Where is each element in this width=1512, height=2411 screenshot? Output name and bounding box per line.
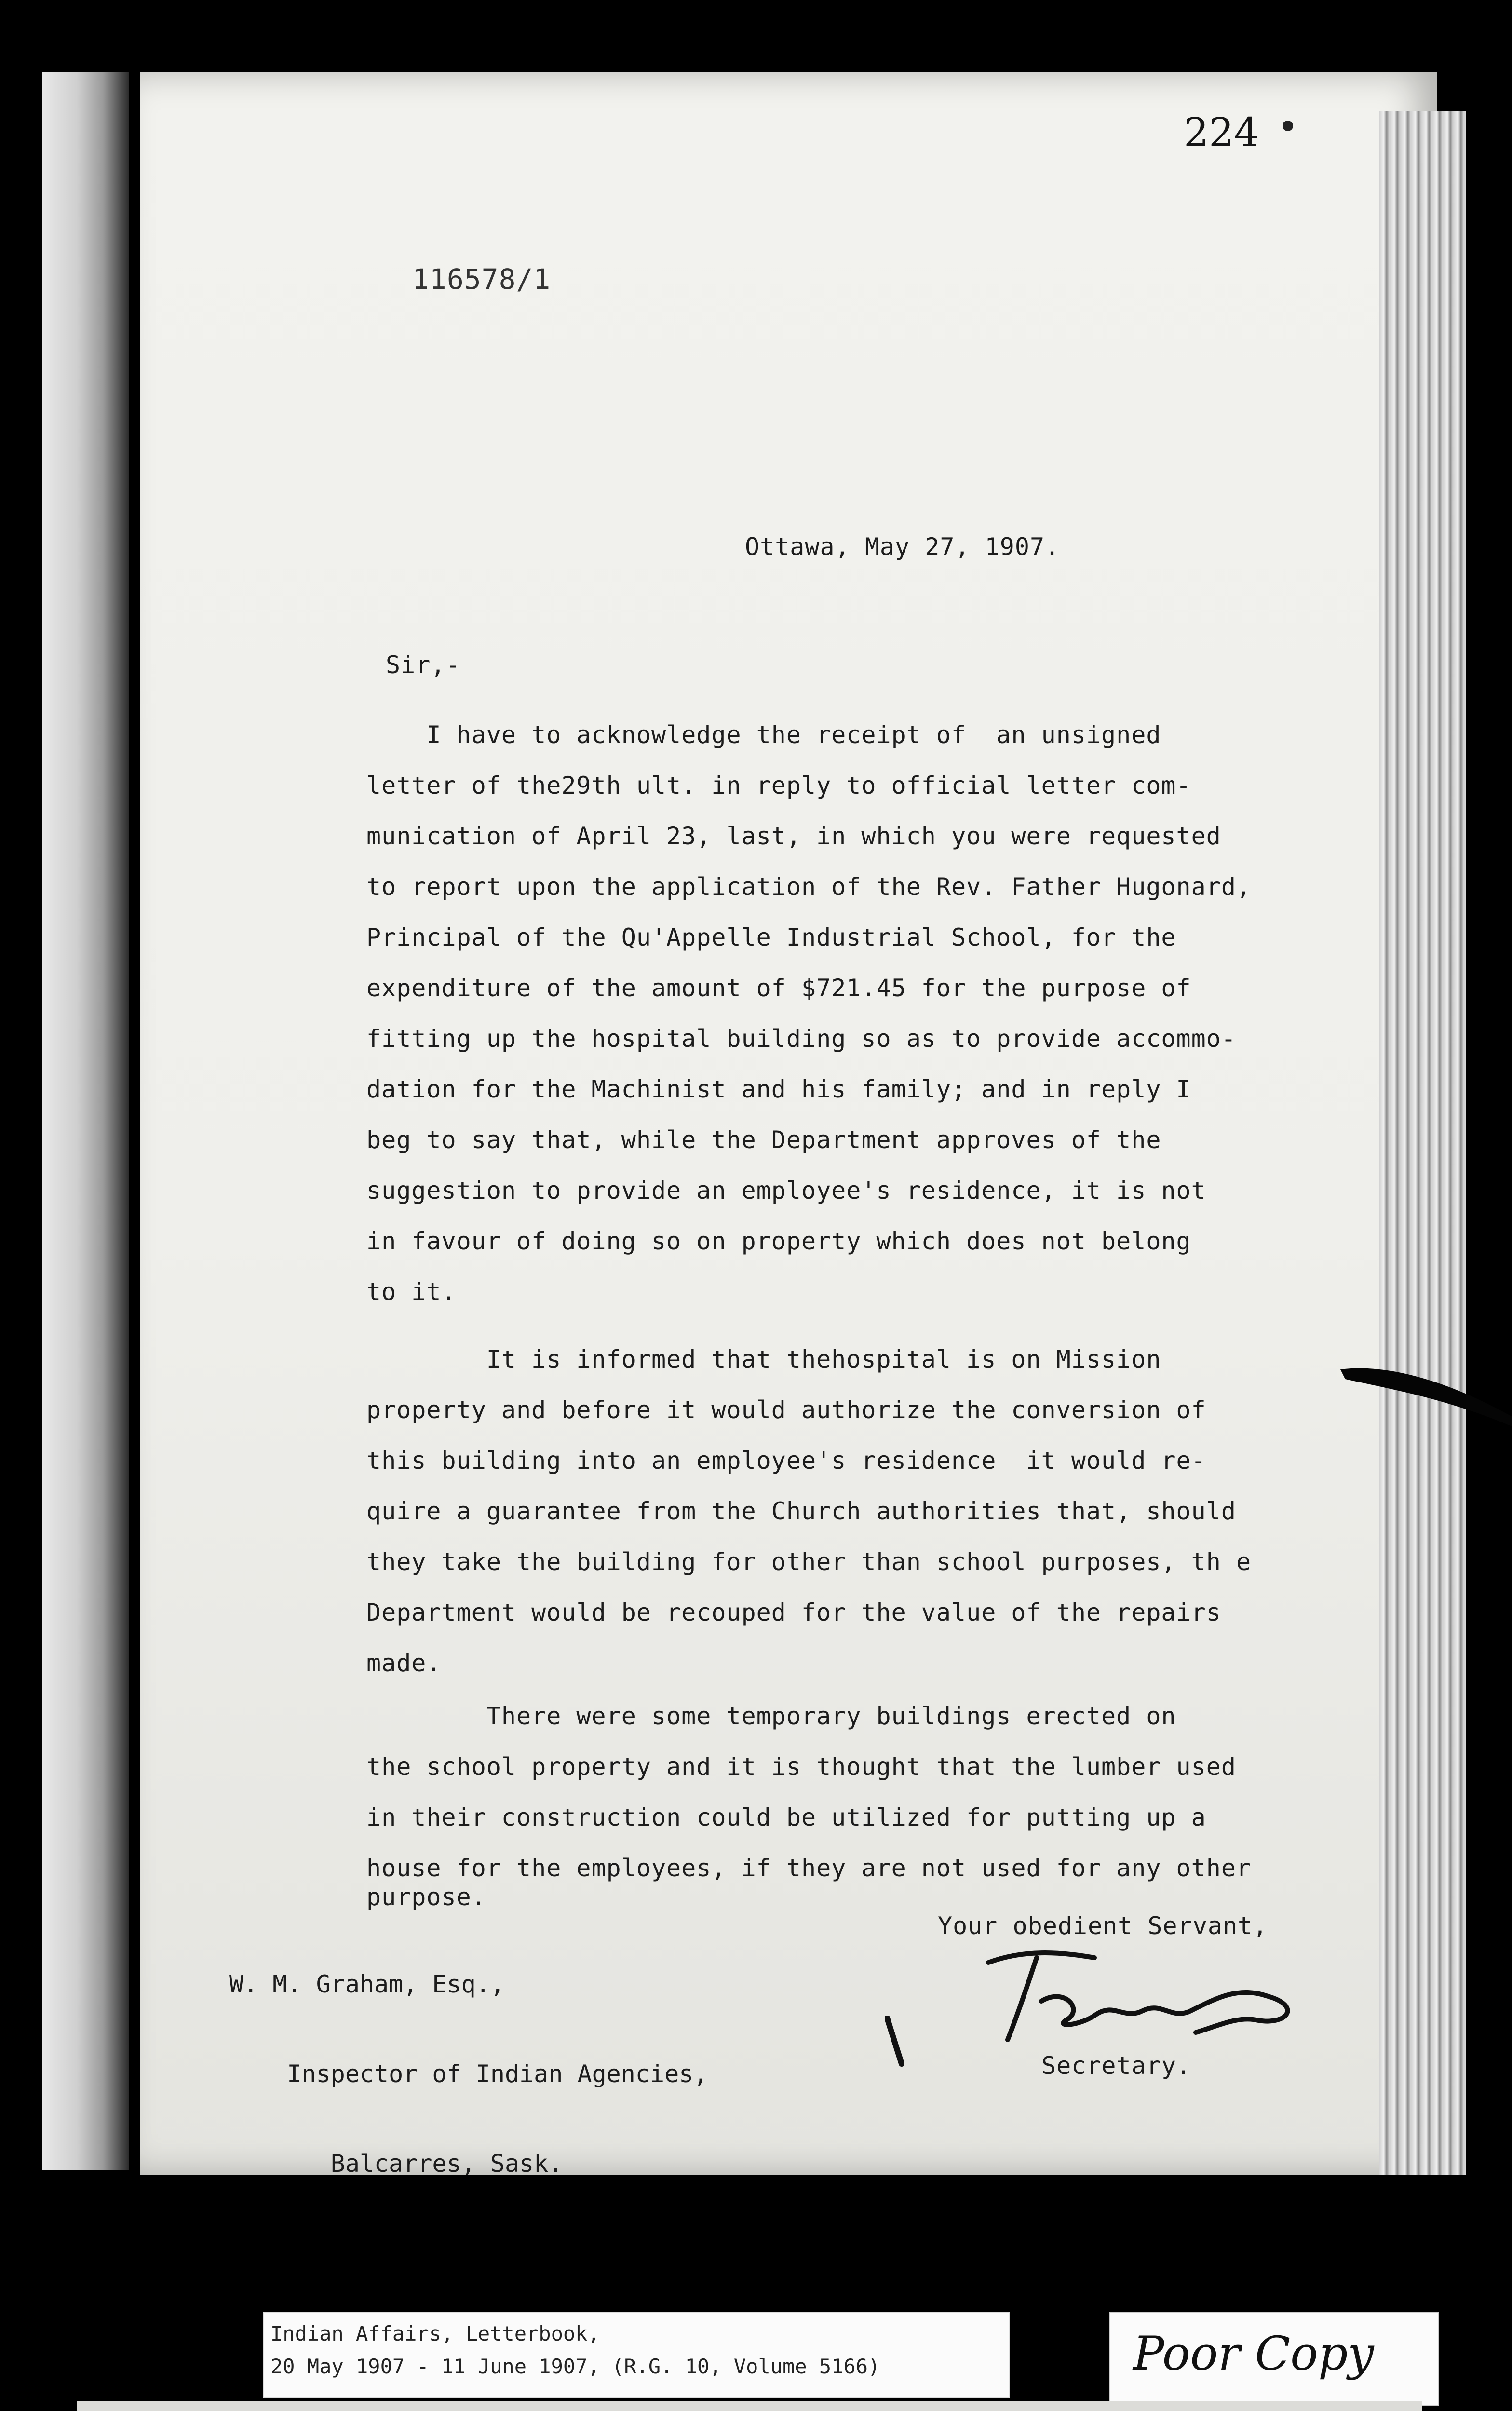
body-line: dation for the Machinist and his family; and in reply I bbox=[366, 1075, 1191, 1103]
body-line: to it. bbox=[366, 1278, 457, 1306]
body-line: Department would be recouped for the value of the repairs bbox=[366, 1598, 1221, 1626]
file-number: 116578/1 bbox=[412, 263, 551, 296]
body-line: suggestion to provide an employee's residence, it is not bbox=[366, 1177, 1206, 1205]
body-line: made. bbox=[366, 1649, 442, 1677]
body-line: munication of April 23, last, in which you were requested bbox=[366, 822, 1221, 850]
body-line: quire a guarantee from the Church authorities that, should bbox=[366, 1497, 1236, 1525]
date-line: Ottawa, May 27, 1907. bbox=[745, 533, 1060, 561]
poor-copy-label bbox=[1109, 2312, 1439, 2406]
salutation: Sir,- bbox=[386, 651, 461, 679]
body-line: property and before it would authorize the conversion of bbox=[366, 1396, 1206, 1424]
handwritten-signature bbox=[969, 1943, 1321, 2059]
ink-mark bbox=[885, 2016, 904, 2069]
addressee-block bbox=[229, 1910, 708, 2208]
page-number: 224 bbox=[1184, 110, 1259, 156]
body-line: There were some temporary buildings erected on bbox=[366, 1702, 1176, 1730]
archive-caption-label bbox=[263, 2312, 1010, 2398]
binding-strip bbox=[42, 72, 129, 2170]
body-line: house for the employees, if they are not used for any other bbox=[366, 1854, 1252, 1882]
body-line: in their construction could be utilized for putting up a bbox=[366, 1803, 1206, 1831]
body-line: purpose. bbox=[366, 1883, 486, 1911]
pencil-tip bbox=[1340, 1360, 1512, 1427]
addressee-name: W. M. Graham, Esq., bbox=[229, 1970, 505, 1998]
addressee-title: Inspector of Indian Agencies, bbox=[229, 2060, 708, 2088]
signature-title: Secretary. bbox=[1041, 2052, 1192, 2080]
body-line: I have to acknowledge the receipt of an unsigned bbox=[366, 721, 1161, 749]
closing: Your obedient Servant, bbox=[938, 1912, 1268, 1940]
body-line: the school property and it is thought that the lumber used bbox=[366, 1753, 1236, 1781]
addressee-location: Balcarres, Sask. bbox=[229, 2150, 563, 2178]
body-line: fitting up the hospital building so as to provide accommo- bbox=[366, 1025, 1236, 1053]
body-line: Principal of the Qu'Appelle Industrial School, for the bbox=[366, 923, 1176, 951]
body-line: It is informed that thehospital is on Mission bbox=[366, 1345, 1161, 1373]
body-line: expenditure of the amount of $721.45 for the purpose of bbox=[366, 974, 1191, 1002]
poor-copy-text: Poor Copy bbox=[1133, 2327, 1374, 2381]
body-line: beg to say that, while the Department approves of the bbox=[366, 1126, 1161, 1154]
caption-line-1: Indian Affairs, Letterbook, bbox=[270, 2322, 600, 2345]
body-line: letter of the29th ult. in reply to official letter com- bbox=[366, 772, 1191, 799]
book-page-edges bbox=[1379, 111, 1466, 2175]
page-number-dot bbox=[1282, 121, 1293, 131]
caption-line-2: 20 May 1907 - 11 June 1907, (R.G. 10, Volume 5166) bbox=[270, 2355, 880, 2378]
body-line: to report upon the application of the Rev. Father Hugonard, bbox=[366, 873, 1252, 901]
body-line: in favour of doing so on property which does not belong bbox=[366, 1227, 1191, 1255]
body-line: this building into an employee's residence it would re- bbox=[366, 1447, 1206, 1475]
body-line: they take the building for other than school purposes, th e bbox=[366, 1548, 1252, 1576]
archives-stamp-card bbox=[77, 2401, 1422, 2411]
